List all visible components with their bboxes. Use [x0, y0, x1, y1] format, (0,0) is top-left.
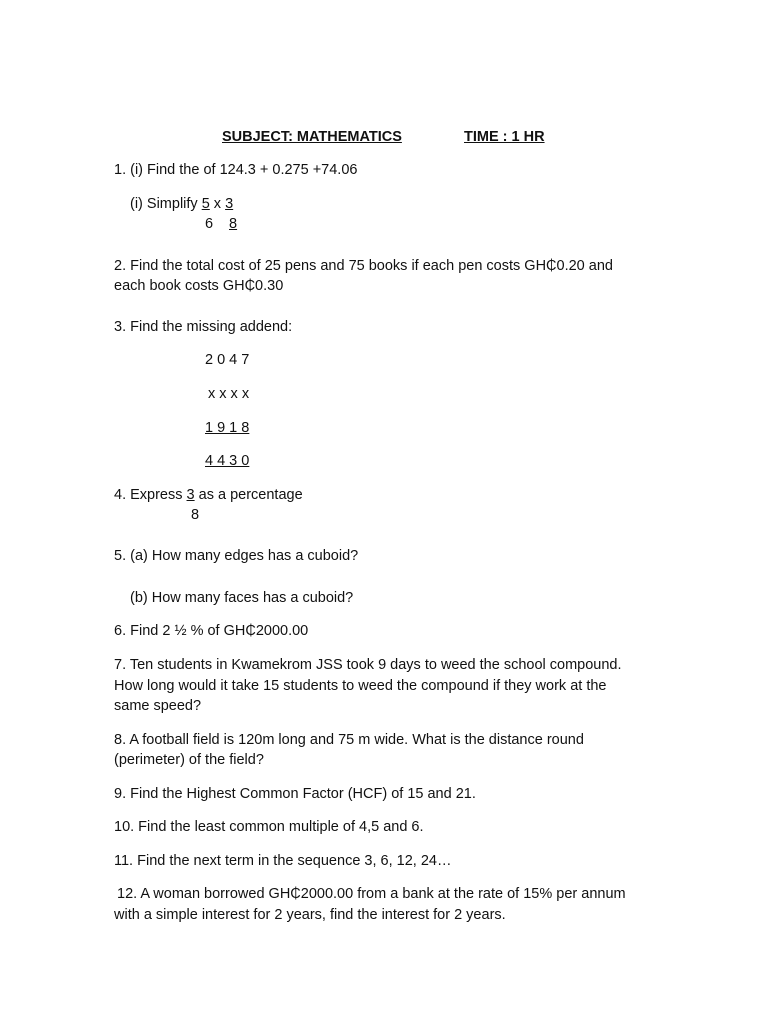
question-8-line-2: (perimeter) of the field? [114, 752, 264, 768]
addend-row-2: x x x x [208, 386, 250, 402]
question-9: 9. Find the Highest Common Factor (HCF) of 15 and 21. [114, 786, 476, 802]
question-7-line-3: same speed? [114, 698, 202, 714]
fraction-numerator: 3 [186, 487, 195, 503]
express-label: 4. Express [114, 487, 187, 503]
question-2-line-2: each book costs GH₵0.30 [114, 278, 284, 294]
fraction-1-numerator: 5 [201, 196, 210, 212]
addend-row-1: 2 0 4 7 [205, 352, 250, 368]
addend-sum: 4 4 3 0 [205, 453, 250, 469]
question-8-line-1: 8. A football field is 120m long and 75 m wide. What is the distance round [114, 732, 584, 748]
percentage-label: as a percentage [194, 487, 303, 503]
question-6: 6. Find 2 ½ % of GH₵2000.00 [114, 623, 309, 639]
simplify-label: (i) Simplify [130, 196, 202, 212]
fraction-denominator: 8 [191, 507, 200, 523]
subject-heading: SUBJECT: MATHEMATICS [222, 129, 402, 145]
question-5-a: 5. (a) How many edges has a cuboid? [114, 548, 359, 564]
question-5-b: (b) How many faces has a cuboid? [130, 590, 354, 606]
question-7-line-1: 7. Ten students in Kwamekrom JSS took 9 days to weed the school compound. [114, 657, 622, 673]
time-heading: TIME : 1 HR [464, 129, 545, 145]
question-2-line-1: 2. Find the total cost of 25 pens and 75 books if each pen costs GH₵0.20 and [114, 258, 613, 274]
question-7-line-2: How long would it take 15 students to weed the compound if they work at the [114, 678, 607, 694]
question-1-i: 1. (i) Find the of 124.3 + 0.275 +74.06 [114, 162, 358, 178]
fraction-2-numerator: 3 [225, 196, 234, 212]
question-4 [114, 486, 303, 504]
question-3: 3. Find the missing addend: [114, 319, 293, 335]
addend-row-3: 1 9 1 8 [205, 420, 250, 436]
times-sign: x [209, 196, 226, 212]
question-12-line-2: with a simple interest for 2 years, find the interest for 2 years. [114, 907, 506, 923]
fraction-1-denominator: 6 [205, 216, 214, 232]
question-12-line-1: 12. A woman borrowed GH₵2000.00 from a bank at the rate of 15% per annum [117, 886, 626, 902]
question-1-ii [130, 195, 233, 213]
question-11: 11. Find the next term in the sequence 3, 6, 12, 24… [114, 853, 452, 869]
fraction-2-denominator: 8 [229, 216, 238, 232]
question-10: 10. Find the least common multiple of 4,5 and 6. [114, 819, 424, 835]
